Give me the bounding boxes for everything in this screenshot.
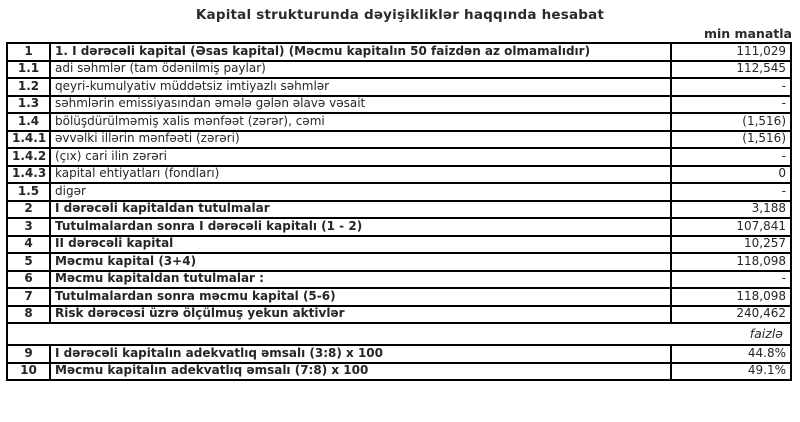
row-number-cell: 7 (7, 288, 50, 306)
row-value-cell: - (671, 183, 791, 201)
row-label-cell: Tutulmalardan sonra I dərəcəli kapitalı (1 - 2) (50, 218, 671, 236)
row-number-cell: 8 (7, 306, 50, 324)
percent-unit-row (7, 323, 791, 345)
row-number-cell: 6 (7, 271, 50, 289)
row-number-cell: 1.3 (7, 96, 50, 114)
table-row (7, 166, 791, 184)
percent-unit-body (7, 323, 791, 345)
row-number-cell: 1.4.3 (7, 166, 50, 184)
table-row (7, 306, 791, 324)
row-label-cell: (çıx) cari ilin zərəri (50, 148, 671, 166)
row-value-cell: - (671, 271, 791, 289)
percent-unit-label: faizlə (7, 323, 791, 345)
table-row (7, 148, 791, 166)
row-label-cell: I dərəcəli kapitaldan tutulmalar (50, 201, 671, 219)
row-number-cell: 1.2 (7, 78, 50, 96)
report-title: Kapital strukturunda dəyişikliklər haqqında hesabat (195, 7, 605, 23)
row-label-cell: qeyri-kumulyativ müddətsiz imtiyazlı səhmlər (50, 78, 671, 96)
table-row (7, 253, 791, 271)
row-value-cell: (1,516) (671, 113, 791, 131)
table-row (7, 288, 791, 306)
row-number-cell: 9 (7, 345, 50, 363)
table-row (7, 43, 791, 61)
row-value-cell: - (671, 96, 791, 114)
row-value-cell: 10,257 (671, 236, 791, 254)
row-label-cell: Məcmu kapitaldan tutulmalar : (50, 271, 671, 289)
row-label-cell: əvvəlki illərin mənfəəti (zərəri) (50, 131, 671, 149)
row-number-cell: 5 (7, 253, 50, 271)
unit-label: min manatla (703, 26, 792, 41)
row-value-cell: 118,098 (671, 253, 791, 271)
row-label-cell: kapital ehtiyatları (fondları) (50, 166, 671, 184)
row-number-cell: 1 (7, 43, 50, 61)
row-number-cell: 1.4.2 (7, 148, 50, 166)
table-row (7, 78, 791, 96)
row-value-cell: 0 (671, 166, 791, 184)
row-value-cell: (1,516) (671, 131, 791, 149)
row-label-cell: 1. I dərəcəli kapital (Əsas kapital) (Məcmu kapitalın 50 faizdən az olmamalıdır) (50, 43, 671, 61)
row-number-cell: 3 (7, 218, 50, 236)
table-row (7, 113, 791, 131)
table-row (7, 218, 791, 236)
table-row (7, 345, 791, 363)
row-number-cell: 10 (7, 363, 50, 381)
capital-structure-table (6, 42, 792, 381)
row-value-cell: 240,462 (671, 306, 791, 324)
table-row (7, 61, 791, 79)
row-value-cell: 107,841 (671, 218, 791, 236)
row-value-cell: - (671, 78, 791, 96)
row-value-cell: 112,545 (671, 61, 791, 79)
row-value-cell: 3,188 (671, 201, 791, 219)
row-value-cell: - (671, 148, 791, 166)
row-label-cell: adi səhmlər (tam ödənilmiş paylar) (50, 61, 671, 79)
row-value-cell: 118,098 (671, 288, 791, 306)
row-value-cell: 49.1% (671, 363, 791, 381)
table-row (7, 96, 791, 114)
row-label-cell: Tutulmalardan sonra məcmu kapital (5-6) (50, 288, 671, 306)
row-label-cell: digər (50, 183, 671, 201)
table-row (7, 183, 791, 201)
row-label-cell: Məcmu kapital (3+4) (50, 253, 671, 271)
row-label-cell: Məcmu kapitalın adekvatlıq əmsalı (7:8) x 100 (50, 363, 671, 381)
row-value-cell: 111,029 (671, 43, 791, 61)
row-number-cell: 2 (7, 201, 50, 219)
row-label-cell: Risk dərəcəsi üzrə ölçülmuş yekun aktivlər (50, 306, 671, 324)
row-label-cell: səhmlərin emissiyasından əmələ gələn əlavə vəsait (50, 96, 671, 114)
table-row (7, 271, 791, 289)
row-label-cell: bölüşdürülməmiş xalis mənfəət (zərər), cəmi (50, 113, 671, 131)
row-number-cell: 1.1 (7, 61, 50, 79)
percent-rows-body (7, 345, 791, 380)
row-number-cell: 4 (7, 236, 50, 254)
row-value-cell: 44.8% (671, 345, 791, 363)
row-number-cell: 1.4 (7, 113, 50, 131)
main-rows-body (7, 43, 791, 323)
table-row (7, 363, 791, 381)
row-label-cell: II dərəcəli kapital (50, 236, 671, 254)
table-row (7, 201, 791, 219)
row-label-cell: I dərəcəli kapitalın adekvatlıq əmsalı (3:8) x 100 (50, 345, 671, 363)
row-number-cell: 1.5 (7, 183, 50, 201)
row-number-cell: 1.4.1 (7, 131, 50, 149)
table-row (7, 236, 791, 254)
table-row (7, 131, 791, 149)
